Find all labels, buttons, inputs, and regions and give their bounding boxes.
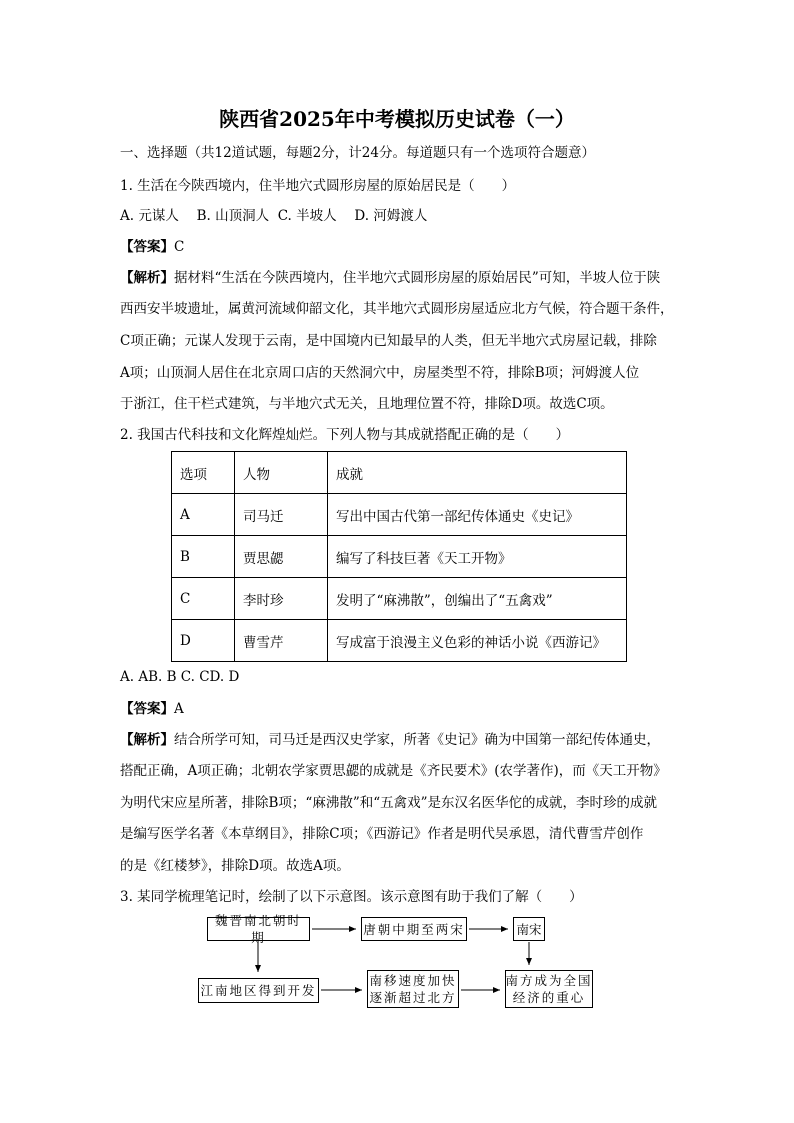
table-cell: C xyxy=(172,578,235,620)
table-cell: A xyxy=(172,494,235,536)
q2-analysis-line-1: 搭配正确，A项正确；北朝农学家贾思勰的成就是《齐民要术》(农学著作)，而《天工开物》 xyxy=(120,763,667,779)
q1-stem: 1. 生活在今陕西境内，住半地穴式圆形房屋的原始居民是（ ） xyxy=(120,178,516,194)
q2-table xyxy=(171,451,627,662)
q1-analysis-line-4: 于浙江，住干栏式建筑，与半地穴式无关，且地理位置不符，排除D项。故选C项。 xyxy=(120,396,614,412)
q1-analysis-line-0 xyxy=(120,268,660,288)
analysis-label: 【解析】 xyxy=(120,732,174,748)
analysis-text: 结合所学可知，司马迁是西汉史学家，所著《史记》确为中国第一部纪传体通史， xyxy=(174,732,660,748)
table-cell: B xyxy=(172,536,235,578)
table-row xyxy=(172,620,627,662)
flow-box-south-song: 南宋 xyxy=(513,917,545,941)
analysis-text: 据材料“生活在今陕西境内，住半地穴式圆形房屋的原始居民”可知，半坡人位于陕 xyxy=(174,270,661,286)
q2-analysis-line-0 xyxy=(120,730,660,750)
table-cell: 司马迁 xyxy=(235,494,328,536)
answer-value: C xyxy=(174,239,185,255)
table-header-cell: 选项 xyxy=(172,452,235,494)
page-title: 陕西省2025年中考模拟历史试卷（一） xyxy=(219,107,575,131)
table-cell: 李时珍 xyxy=(235,578,328,620)
q2-options: A. AB. B C. CD. D xyxy=(120,669,240,685)
flow-box-southward: 南移速度加快 逐渐超过北方 xyxy=(367,970,459,1008)
table-cell: D xyxy=(172,620,235,662)
table-cell: 写出中国古代第一部纪传体通史《史记》 xyxy=(328,494,627,536)
table-header-cell: 成就 xyxy=(328,452,627,494)
table-row xyxy=(172,578,627,620)
table-header-cell: 人物 xyxy=(235,452,328,494)
q2-answer xyxy=(120,699,184,719)
q1-answer xyxy=(120,237,184,257)
flow-box-jiangnan: 江南地区得到开发 xyxy=(198,978,319,1003)
table-header-row xyxy=(172,452,627,494)
q2-stem: 2. 我国古代科技和文化辉煌灿烂。下列人物与其成就搭配正确的是（ ） xyxy=(120,427,570,443)
flow-box-economic-center: 南方成为全国 经济的重心 xyxy=(505,970,593,1008)
section-heading: 一、选择题（共12道试题，每题2分，计24分。每道题只有一个选项符合题意） xyxy=(120,145,595,161)
analysis-label: 【解析】 xyxy=(120,270,174,286)
table-cell: 写成富于浪漫主义色彩的神话小说《西游记》 xyxy=(328,620,627,662)
q2-analysis-line-4: 的是《红楼梦》，排除D项。故选A项。 xyxy=(120,858,350,874)
q2-analysis-line-3: 是编写医学名著《本草纲目》，排除C项；《西游记》作者是明代吴承恩，清代曹雪芹创作 xyxy=(120,826,644,842)
answer-value: A xyxy=(174,701,184,717)
table-cell: 贾思勰 xyxy=(235,536,328,578)
q3-stem: 3. 某同学梳理笔记时，绘制了以下示意图。该示意图有助于我们了解（ ） xyxy=(120,889,583,905)
flow-box-tang-song: 唐朝中期至两宋 xyxy=(361,917,467,941)
q1-options: A. 元谋人 B. 山顶洞人 C. 半坡人 D. 河姆渡人 xyxy=(120,208,428,224)
table-cell: 曹雪芹 xyxy=(235,620,328,662)
table-row xyxy=(172,494,627,536)
answer-label: 【答案】 xyxy=(120,701,174,717)
q2-analysis-line-2: 为明代宋应星所著，排除B项；“麻沸散”和“五禽戏”是东汉名医华佗的成就，李时珍的成就 xyxy=(120,795,658,811)
table-cell: 编写了科技巨著《天工开物》 xyxy=(328,536,627,578)
table-cell: 发明了“麻沸散”，创编出了“五禽戏” xyxy=(328,578,627,620)
flow-box-wei-jin: 魏晋南北朝时期 xyxy=(207,917,310,941)
q1-analysis-line-1: 西西安半坡遗址，属黄河流域仰韶文化，其半地穴式圆形房屋适应北方气候，符合题干条件， xyxy=(120,301,674,317)
table-row xyxy=(172,536,627,578)
answer-label: 【答案】 xyxy=(120,239,174,255)
q1-analysis-line-3: A项；山顶洞人居住在北京周口店的天然洞穴中，房屋类型不符，排除B项；河姆渡人位 xyxy=(120,365,640,381)
q1-analysis-line-2: C项正确；元谋人发现于云南，是中国境内已知最早的人类，但无半地穴式房屋记载，排除 xyxy=(120,333,657,349)
